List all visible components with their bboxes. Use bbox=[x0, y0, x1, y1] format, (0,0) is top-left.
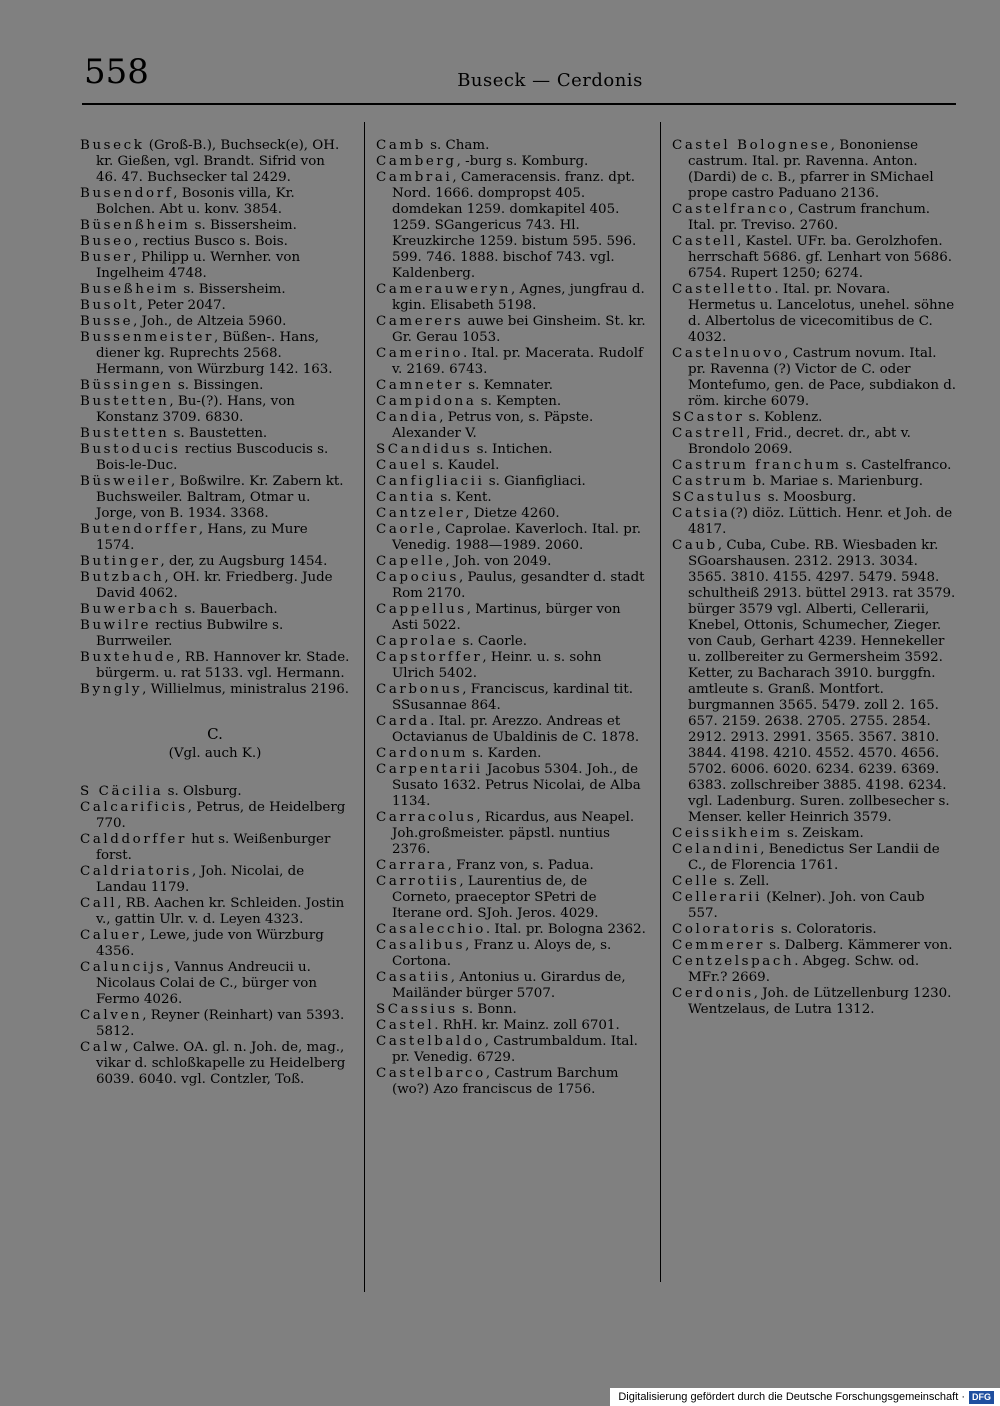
entry-text: , Paulus, gesandter d. stadt Rom 2170. bbox=[392, 570, 645, 601]
index-entry bbox=[376, 922, 648, 938]
entry-text: , Ricardus, aus Neapel. Joh.großmeister. päpstl. nuntius 2376. bbox=[392, 810, 635, 857]
entry-headword: Castelfranco bbox=[672, 202, 790, 217]
entry-text: , RB. Hannover kr. Stade. bürgerm. u. rat 5133. vgl. Hermann. bbox=[96, 650, 350, 681]
column-2 bbox=[376, 138, 648, 1098]
index-entry bbox=[80, 522, 350, 554]
index-entry bbox=[376, 410, 648, 442]
entry-text: , Joh. de Lützellenburg 1230. Wentzelaus, de Lutra 1312. bbox=[688, 986, 952, 1017]
entry-headword: Bussenmeister bbox=[80, 330, 215, 345]
entry-headword: Cappellus bbox=[376, 602, 467, 617]
index-entry bbox=[80, 618, 350, 650]
entry-text: s. Intichen. bbox=[472, 442, 553, 457]
entry-text: , Philipp u. Wernher. von Ingelheim 4748. bbox=[96, 250, 301, 281]
index-entry bbox=[672, 474, 957, 490]
entry-headword: Busse bbox=[80, 314, 134, 329]
entry-headword: Büsweiler bbox=[80, 474, 172, 489]
entry-text: , Petrus, de Heidelberg 770. bbox=[96, 800, 346, 831]
entry-headword: S Cäcilia bbox=[80, 784, 164, 799]
entry-headword: Büssingen bbox=[80, 378, 174, 393]
entry-text: b. Mariae s. Marienburg. bbox=[748, 474, 924, 489]
entry-headword: Caldriatoris bbox=[80, 864, 192, 879]
entry-headword: Candia bbox=[376, 410, 440, 425]
index-entry bbox=[80, 186, 350, 218]
entry-text: (Groß-B.), Buchseck(e), OH. kr. Gießen, vgl. Brandt. Sifrid von 46. 47. Buchsecker tal 2429. bbox=[96, 138, 340, 185]
index-entry bbox=[80, 1008, 350, 1040]
index-entry bbox=[376, 1066, 648, 1098]
entry-headword: Buseo bbox=[80, 234, 135, 249]
entry-text: s. Castelfranco. bbox=[841, 458, 952, 473]
entry-text: , Petrus von, s. Päpste. Alexander V. bbox=[392, 410, 594, 441]
index-entry bbox=[376, 570, 648, 602]
entry-headword: Bustetten bbox=[80, 394, 170, 409]
entry-text: , der, zu Augsburg 1454. bbox=[160, 554, 328, 569]
entry-text: , Laurentius de, de Corneto, praeceptor SPetri de Iterane ord. SJoh. Jeros. 4029. bbox=[392, 874, 599, 921]
entry-headword: Camerers bbox=[376, 314, 464, 329]
index-entry bbox=[376, 282, 648, 314]
index-entry bbox=[80, 330, 350, 378]
index-entry bbox=[376, 554, 648, 570]
entry-headword: Call bbox=[80, 896, 118, 911]
column-1-entries-b bbox=[80, 784, 350, 1088]
entry-text: , Dietze 4260. bbox=[465, 506, 560, 521]
entry-headword: Calven bbox=[80, 1008, 143, 1023]
index-entry bbox=[376, 474, 648, 490]
entry-headword: Carbonus bbox=[376, 682, 463, 697]
index-entry bbox=[80, 864, 350, 896]
entry-text: , OH. kr. Friedberg. Jude David 4062. bbox=[96, 570, 333, 601]
entry-headword: Castelletto bbox=[672, 282, 775, 297]
entry-text: , Franciscus, kardinal tit. SSusannae 864. bbox=[392, 682, 633, 713]
index-entry bbox=[80, 234, 350, 250]
entry-text: hut s. Weißenburger forst. bbox=[96, 832, 331, 863]
entry-headword: SCassius bbox=[376, 1002, 458, 1017]
index-entry bbox=[376, 634, 648, 650]
entry-text: rectius Bubwilre s. Burrweiler. bbox=[96, 618, 284, 649]
index-entry bbox=[672, 202, 957, 234]
entry-headword: SCastor bbox=[672, 410, 745, 425]
index-entry bbox=[376, 522, 648, 554]
page-number: 558 bbox=[84, 52, 149, 92]
index-entry bbox=[376, 458, 648, 474]
entry-text: , -burg s. Komburg. bbox=[456, 154, 589, 169]
entry-text: s. Kempten. bbox=[476, 394, 562, 409]
entry-headword: Camerauweryn bbox=[376, 282, 512, 297]
entry-text: , Kastel. UFr. ba. Gerolzhofen. herrschaft 5686. gf. Lenhart von 5686. 6754. Rupert 1250; 6274. bbox=[688, 234, 953, 281]
index-entry bbox=[672, 538, 957, 826]
index-entry bbox=[376, 394, 648, 410]
entry-headword: Carracolus bbox=[376, 810, 477, 825]
index-entry bbox=[376, 762, 648, 810]
entry-headword: Castelbarco bbox=[376, 1066, 486, 1081]
entry-text: s. Bonn. bbox=[457, 1002, 517, 1017]
dfg-logo: DFG bbox=[969, 1391, 994, 1404]
entry-headword: Catsia bbox=[672, 506, 731, 521]
column-rule-2 bbox=[660, 122, 661, 1282]
index-entry bbox=[80, 218, 350, 234]
index-entry bbox=[376, 874, 648, 922]
entry-text: s. Coloratoris. bbox=[776, 922, 877, 937]
index-entry bbox=[672, 826, 957, 842]
entry-headword: SCastulus bbox=[672, 490, 764, 505]
entry-headword: Cambrai bbox=[376, 170, 453, 185]
index-entry bbox=[80, 394, 350, 426]
entry-headword: Capocius bbox=[376, 570, 459, 585]
entry-headword: Busendorf bbox=[80, 186, 174, 201]
entry-headword: Casalibus bbox=[376, 938, 466, 953]
index-entry bbox=[672, 234, 957, 282]
index-entry bbox=[376, 1018, 648, 1034]
index-entry bbox=[80, 474, 350, 522]
entry-headword: Butendorffer bbox=[80, 522, 199, 537]
entry-headword: Bustetten bbox=[80, 426, 170, 441]
entry-headword: Calddorffer bbox=[80, 832, 187, 847]
index-entry bbox=[80, 250, 350, 282]
index-entry bbox=[80, 1040, 350, 1088]
entry-text: s. Kemnater. bbox=[463, 378, 553, 393]
entry-headword: Cardonum bbox=[376, 746, 469, 761]
entry-headword: Castrell bbox=[672, 426, 747, 441]
entry-headword: Cellerarii bbox=[672, 890, 763, 905]
entry-headword: Byngly bbox=[80, 682, 143, 697]
index-entry bbox=[672, 938, 957, 954]
entry-headword: Campidona bbox=[376, 394, 477, 409]
entry-headword: Castel Bolognese bbox=[672, 138, 831, 153]
header-rule bbox=[82, 103, 956, 105]
entry-text: s. Bauerbach. bbox=[180, 602, 278, 617]
index-entry bbox=[376, 170, 648, 282]
index-entry bbox=[672, 410, 957, 426]
entry-text: , Franz u. Aloys de, s. Cortona. bbox=[392, 938, 612, 969]
entry-text: s. Dalberg. Kämmerer von. bbox=[765, 938, 953, 953]
entry-headword: Carrara bbox=[376, 858, 448, 873]
index-entry bbox=[80, 960, 350, 1008]
entry-headword: Camneter bbox=[376, 378, 464, 393]
entry-headword: Calcarificis bbox=[80, 800, 188, 815]
index-entry bbox=[80, 832, 350, 864]
entry-text: , Martinus, bürger von Asti 5022. bbox=[392, 602, 621, 633]
entry-text: rectius Buscoducis s. Bois-le-Duc. bbox=[96, 442, 329, 473]
entry-text: , Caprolae. Kaverloch. Ital. pr. Venedig. 1988—1989. 2060. bbox=[392, 522, 642, 553]
entry-headword: Caprolae bbox=[376, 634, 459, 649]
entry-text: s. Baustetten. bbox=[169, 426, 268, 441]
column-3 bbox=[672, 138, 957, 1018]
entry-text: , Frid., decret. dr., abt v. Brondolo 2069. bbox=[688, 426, 911, 457]
column-3-entries bbox=[672, 138, 957, 1018]
index-entry bbox=[80, 282, 350, 298]
index-entry bbox=[672, 490, 957, 506]
entry-text: , Castrum Barchum (wo?) Azo franciscus de 1756. bbox=[392, 1066, 619, 1097]
entry-headword: Coloratoris bbox=[672, 922, 777, 937]
entry-headword: Buwilre bbox=[80, 618, 152, 633]
index-entry bbox=[80, 426, 350, 442]
entry-headword: Casalecchio bbox=[376, 922, 486, 937]
entry-text: (Kelner). Joh. von Caub 557. bbox=[688, 890, 925, 921]
entry-text: auwe bei Ginsheim. St. kr. Gr. Gerau 1053. bbox=[392, 314, 646, 345]
entry-headword: Castelnuovo bbox=[672, 346, 785, 361]
entry-text: , Castrum novum. Ital. pr. Ravenna (?) Victor de C. oder Montefumo, gen. de Pace, subdiakon d. röm. kirche 6079. bbox=[688, 346, 957, 409]
entry-headword: Buwerbach bbox=[80, 602, 181, 617]
index-entry bbox=[80, 138, 350, 186]
entry-headword: Castrum franchum bbox=[672, 458, 842, 473]
entry-headword: Cantia bbox=[376, 490, 437, 505]
entry-text: , Benedictus Ser Landii de C., de Florencia 1761. bbox=[688, 842, 940, 873]
section-heading: C. bbox=[207, 725, 223, 743]
index-entry bbox=[672, 986, 957, 1018]
entry-text: , Peter 2047. bbox=[138, 298, 226, 313]
entry-headword: Bustoducis bbox=[80, 442, 181, 457]
index-entry bbox=[80, 896, 350, 928]
index-entry bbox=[376, 938, 648, 970]
entry-headword: Cantzeler bbox=[376, 506, 466, 521]
entry-text: , Vannus Andreucii u. Nicolaus Colai de C., bürger von Fermo 4026. bbox=[96, 960, 317, 1007]
entry-text: s. Bissersheim. bbox=[179, 282, 286, 297]
index-entry bbox=[376, 970, 648, 1002]
index-entry bbox=[376, 746, 648, 762]
index-entry bbox=[672, 922, 957, 938]
index-entry bbox=[80, 554, 350, 570]
entry-text: s. Bissersheim. bbox=[190, 218, 297, 233]
index-entry bbox=[376, 650, 648, 682]
entry-text: s. Zell. bbox=[719, 874, 770, 889]
footer-text: Digitalisierung gefördert durch die Deutsche Forschungsgemeinschaft · bbox=[618, 1391, 965, 1403]
index-entry bbox=[672, 426, 957, 458]
entry-text: s. Gianfigliaci. bbox=[484, 474, 586, 489]
entry-text: s. Kent. bbox=[436, 490, 492, 505]
entry-text: (?) diöz. Lüttich. Henr. et Joh. de 4817. bbox=[688, 506, 953, 537]
index-entry bbox=[376, 346, 648, 378]
index-entry bbox=[376, 490, 648, 506]
index-entry bbox=[376, 314, 648, 346]
entry-text: , Boßwilre. Kr. Zabern kt. Buchsweiler. Baltram, Otmar u. Jorge, von B. 1934. 3368. bbox=[96, 474, 344, 521]
entry-headword: Caub bbox=[672, 538, 718, 553]
entry-text: s. Zeiskam. bbox=[782, 826, 864, 841]
index-entry bbox=[376, 1002, 648, 1018]
entry-headword: Carda bbox=[376, 714, 431, 729]
index-entry bbox=[376, 858, 648, 874]
entry-text: , RB. Aachen kr. Schleiden. Jostin v., gattin Ulr. v. d. Leyen 4323. bbox=[96, 896, 345, 927]
entry-headword: Caluncijs bbox=[80, 960, 166, 975]
index-entry bbox=[376, 714, 648, 746]
index-entry bbox=[376, 602, 648, 634]
index-entry bbox=[376, 442, 648, 458]
entry-headword: Caorle bbox=[376, 522, 437, 537]
entry-headword: SCandidus bbox=[376, 442, 473, 457]
entry-headword: Carpentarii bbox=[376, 762, 483, 777]
entry-headword: Capstorffer bbox=[376, 650, 483, 665]
index-entry bbox=[80, 800, 350, 832]
entry-headword: Busolt bbox=[80, 298, 139, 313]
entry-text: . RhH. kr. Mainz. zoll 6701. bbox=[434, 1018, 620, 1033]
section-note: (Vgl. auch K.) bbox=[168, 746, 262, 761]
entry-headword: Butinger bbox=[80, 554, 161, 569]
index-entry bbox=[80, 298, 350, 314]
entry-headword: Ceissikheim bbox=[672, 826, 783, 841]
entry-text: , Joh., de Altzeia 5960. bbox=[133, 314, 287, 329]
column-1 bbox=[80, 138, 350, 1088]
entry-text: s. Karden. bbox=[468, 746, 542, 761]
entry-text: Jacobus 5304. Joh., de Susato 1632. Petrus Nicolai, de Alba 1134. bbox=[392, 762, 641, 809]
index-entry bbox=[672, 458, 957, 474]
entry-text: , rectius Busco s. Bois. bbox=[134, 234, 288, 249]
entry-text: , Castrumbaldum. Ital. pr. Venedig. 6729. bbox=[392, 1034, 638, 1065]
entry-text: s. Kaudel. bbox=[428, 458, 500, 473]
footer-credit bbox=[610, 1388, 1000, 1406]
running-head: Buseck — Cerdonis bbox=[457, 70, 643, 91]
index-entry bbox=[376, 506, 648, 522]
entry-headword: Buxtehude bbox=[80, 650, 177, 665]
index-entry bbox=[80, 682, 350, 698]
entry-headword: Büsenßheim bbox=[80, 218, 191, 233]
entry-text: . Abgeg. Schw. od. MFr.? 2669. bbox=[688, 954, 920, 985]
column-2-entries bbox=[376, 138, 648, 1098]
index-entry bbox=[672, 954, 957, 986]
entry-text: , Heinr. u. s. sohn Ulrich 5402. bbox=[392, 650, 602, 681]
index-entry bbox=[376, 138, 648, 154]
entry-headword: Camb bbox=[376, 138, 426, 153]
entry-text: s. Moosburg. bbox=[763, 490, 857, 505]
entry-text: . Ital. pr. Novara. Hermetus u. Lancelotus, unehel. söhne d. Albertolus de vicecomitibus de C. 4032. bbox=[688, 282, 955, 345]
entry-headword: Butzbach bbox=[80, 570, 165, 585]
entry-headword: Capelle bbox=[376, 554, 446, 569]
entry-text: , Bu-(?). Hans, von Konstanz 3709. 6830. bbox=[96, 394, 295, 425]
entry-text: . Ital. pr. Macerata. Rudolf v. 2169. 6743. bbox=[392, 346, 643, 377]
index-entry bbox=[672, 138, 957, 202]
entry-text: , Lewe, jude von Würzburg 4356. bbox=[96, 928, 324, 959]
entry-text: s. Koblenz. bbox=[744, 410, 823, 425]
entry-headword: Caluer bbox=[80, 928, 142, 943]
entry-text: , Willielmus, ministralus 2196. bbox=[142, 682, 350, 697]
entry-headword: Carrotiis bbox=[376, 874, 460, 889]
index-entry bbox=[672, 282, 957, 346]
index-entry bbox=[80, 570, 350, 602]
entry-headword: Cemmerer bbox=[672, 938, 766, 953]
entry-text: , Reyner (Reinhart) van 5393. 5812. bbox=[96, 1008, 345, 1039]
entry-text: , Büßen-. Hans, diener kg. Ruprechts 2568. Hermann, von Würzburg 142. 163. bbox=[96, 330, 333, 377]
index-entry bbox=[376, 810, 648, 858]
entry-headword: Calw bbox=[80, 1040, 125, 1055]
entry-text: , Antonius u. Girardus de, Mailänder bürger 5707. bbox=[392, 970, 626, 1001]
entry-text: , Bosonis villa, Kr. Bolchen. Abt u. konv. 3854. bbox=[96, 186, 295, 217]
index-entry bbox=[80, 928, 350, 960]
entry-headword: Castelbaldo bbox=[376, 1034, 485, 1049]
entry-headword: Buseßheim bbox=[80, 282, 180, 297]
index-entry bbox=[376, 154, 648, 170]
entry-text: s. Olsburg. bbox=[163, 784, 242, 799]
entry-headword: Castell bbox=[672, 234, 738, 249]
entry-text: , Joh. Nicolai, de Landau 1179. bbox=[96, 864, 305, 895]
entry-text: s. Cham. bbox=[425, 138, 490, 153]
entry-headword: Canfigliacii bbox=[376, 474, 485, 489]
entry-text: . Ital. pr. Arezzo. Andreas et Octavianus de Ubaldinis de C. 1878. bbox=[392, 714, 640, 745]
entry-headword: Cauel bbox=[376, 458, 429, 473]
column-rule-1 bbox=[364, 122, 365, 1292]
entry-text: , Cuba, Cube. RB. Wiesbaden kr. SGoarshausen. 2312. 2913. 3034. 3565. 3810. 4155. 4297. 5479. 5948. schultheiß 2913. büttel 2913. rat 3579. bürger 3579 vgl. Alberti, Cellerarii, Knebel, Ottonis, Schumecher, Zieger. von Caub, Gerhart 4239. Hennekeller u. zollbereiter zu Germersheim 3592. Ketter, zu Bacharach 3910. burggfn. amtleute s. Granß. Montfort. burgmannen 3565. 5479. zoll 2. 165. 657. 2159. 2638. 2705. 2755. 2854. 2912. 2913. 2991. 3565. 3567. 3810. 3844. 4198. 4210. 4552. 4570. 4656. 5702. 6006. 6020. 6234. 6239. 6369. 6383. zollschreiber 3885. 4198. 6234. vgl. Ladenburg. Suren. zollbesecher s. Menser. keller Heinrich 3579. bbox=[688, 538, 956, 825]
entry-text: . Ital. pr. Bologna 2362. bbox=[485, 922, 646, 937]
entry-text: s. Bissingen. bbox=[173, 378, 264, 393]
index-entry bbox=[672, 890, 957, 922]
entry-text: , Bononiense castrum. Ital. pr. Ravenna. Anton. (Dardi) de c. B., pfarrer in SMichael prope castro Paduano 2136. bbox=[688, 138, 934, 201]
index-entry bbox=[672, 842, 957, 874]
entry-headword: Celandini bbox=[672, 842, 761, 857]
entry-text: , Franz von, s. Padua. bbox=[447, 858, 594, 873]
entry-text: , Agnes, jungfrau d. kgin. Elisabeth 5198. bbox=[392, 282, 645, 313]
entry-text: , Joh. von 2049. bbox=[445, 554, 552, 569]
index-entry bbox=[80, 650, 350, 682]
index-entry bbox=[80, 442, 350, 474]
entry-headword: Buseck bbox=[80, 138, 145, 153]
column-1-entries-a bbox=[80, 138, 350, 698]
entry-headword: Camerino bbox=[376, 346, 464, 361]
entry-text: , Calwe. OA. gl. n. Joh. de, mag., vikar d. schloßkapelle zu Heidelberg 6039. 6040. vgl. Contzler, Toß. bbox=[96, 1040, 346, 1087]
entry-headword: Celle bbox=[672, 874, 720, 889]
entry-text: s. Caorle. bbox=[458, 634, 528, 649]
index-entry bbox=[80, 602, 350, 618]
entry-headword: Cerdonis bbox=[672, 986, 754, 1001]
index-entry bbox=[80, 378, 350, 394]
index-entry bbox=[80, 784, 350, 800]
index-entry bbox=[376, 682, 648, 714]
index-entry bbox=[672, 874, 957, 890]
index-entry bbox=[376, 1034, 648, 1066]
index-entry bbox=[672, 346, 957, 410]
entry-headword: Camberg bbox=[376, 154, 457, 169]
index-entry bbox=[672, 506, 957, 538]
entry-headword: Casatiis bbox=[376, 970, 451, 985]
entry-text: , Cameracensis. franz. dpt. Nord. 1666. dompropst 405. domdekan 1259. domkapitel 405. 1259. SGangericus 743. Hl. Kreuzkirche 1259. bistum 595. 596. 599. 746. 1888. bischof 743. vgl. Kaldenberg. bbox=[392, 170, 637, 281]
entry-text: , Hans, zu Mure 1574. bbox=[96, 522, 308, 553]
index-entry bbox=[376, 378, 648, 394]
entry-headword: Castel bbox=[376, 1018, 435, 1033]
entry-text: , Castrum franchum. Ital. pr. Treviso. 2760. bbox=[688, 202, 931, 233]
entry-headword: Centzelspach bbox=[672, 954, 795, 969]
index-entry bbox=[80, 314, 350, 330]
entry-headword: Castrum bbox=[672, 474, 749, 489]
entry-headword: Buser bbox=[80, 250, 133, 265]
